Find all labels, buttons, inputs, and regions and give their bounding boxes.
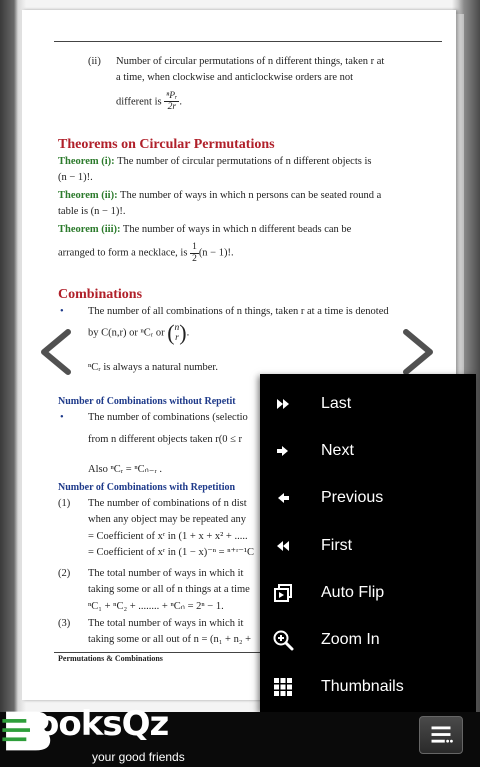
chevron-left-icon bbox=[34, 328, 82, 376]
menu-label-last: Last bbox=[321, 395, 352, 412]
with-3-label: (3) bbox=[58, 618, 71, 629]
fast-forward-icon bbox=[260, 381, 306, 427]
item-ii-line-2: a time, when clockwise and anticlockwise orders are not bbox=[116, 72, 354, 84]
combinations-heading: Combinations bbox=[58, 287, 143, 302]
fraction-numerator: 1 bbox=[192, 242, 197, 253]
with-3-line-b: taking some or all out of n = (n₁ + n₂ + bbox=[88, 634, 252, 646]
menu-item-thumbnails[interactable] bbox=[260, 664, 476, 710]
item-ii-text bbox=[116, 54, 446, 112]
theorem-2 bbox=[58, 188, 448, 221]
menu-lines-icon bbox=[420, 717, 462, 753]
theorem-2-label: Theorem (ii): bbox=[58, 190, 118, 201]
with-1-line-c: = Coefficient of xʳ in (1 + x + x² + ..... bbox=[88, 530, 248, 542]
theorem-3-tail: (n − 1)!. bbox=[198, 247, 234, 259]
next-arrow-icon bbox=[260, 428, 306, 474]
combinations-text-1: The number of all combinations of n things, taken r at a time is denoted bbox=[88, 306, 389, 317]
theorem-1-text: The number of circular permutations of n different objects is bbox=[114, 156, 372, 167]
menu-label-thumbnails: Thumbnails bbox=[321, 678, 404, 695]
with-3-line-a: The total number of ways in which it bbox=[88, 618, 244, 629]
menu-label-next: Next bbox=[321, 442, 354, 459]
menu-label-auto-flip: Auto Flip bbox=[321, 584, 385, 601]
theorems-heading: Theorems on Circular Permutations bbox=[58, 137, 275, 152]
booksqz-logo bbox=[0, 704, 200, 767]
logo-tagline: your good friends bbox=[92, 750, 185, 764]
theorem-1-text-2: (n − 1)!. bbox=[58, 172, 93, 184]
with-1-label: (1) bbox=[58, 498, 71, 509]
item-ii-line-3: different is $\frac{\text{ⁿPᵣ}}{2r}$ . bbox=[116, 90, 182, 112]
with-2-text bbox=[88, 566, 258, 615]
with-2-line-c: ⁿC₁ + ⁿC₂ + ........ + ⁿCₙ = 2ⁿ − 1. bbox=[88, 600, 224, 612]
zoom-in-icon bbox=[260, 617, 306, 663]
logo-wordmark: ooksQz bbox=[36, 704, 169, 744]
menu-label-first: First bbox=[321, 537, 353, 554]
previous-page-arrow[interactable] bbox=[34, 328, 82, 376]
theorem-3 bbox=[58, 222, 448, 264]
auto-flip-icon bbox=[260, 570, 306, 616]
menu-label-previous: Previous bbox=[321, 489, 384, 506]
theorem-1-label: Theorem (i): bbox=[58, 156, 115, 167]
without-repetition-2: from n different objects taken r(0 ≤ r bbox=[88, 434, 242, 445]
fraction-denominator: 2 bbox=[192, 253, 197, 264]
without-repetition-heading: Number of Combinations without Repetit bbox=[58, 396, 236, 407]
menu-item-first[interactable] bbox=[260, 523, 476, 569]
theorem-3-text: The number of ways in which n different beads can be bbox=[120, 224, 352, 235]
bullet-dot: • bbox=[60, 306, 64, 317]
with-3-text bbox=[88, 616, 258, 649]
rewind-icon bbox=[260, 523, 306, 569]
next-page-arrow[interactable] bbox=[392, 328, 440, 376]
with-1-line-b: when any object may be repeated any bbox=[88, 514, 247, 526]
menu-item-auto-flip[interactable] bbox=[260, 570, 476, 616]
overflow-menu-button[interactable] bbox=[419, 716, 463, 754]
theorem-2-text: The number of ways in which n persons can be seated round a bbox=[117, 190, 382, 201]
menu-label-zoom-in: Zoom In bbox=[321, 631, 380, 648]
binomial-bottom: r bbox=[175, 333, 179, 344]
header-rule bbox=[54, 41, 442, 42]
bullet-dot: • bbox=[60, 412, 64, 423]
item-ii-label: (ii) bbox=[88, 56, 101, 67]
with-2-label: (2) bbox=[58, 568, 71, 579]
with-1-text bbox=[88, 496, 258, 561]
with-2-line-a: The total number of ways in which it bbox=[88, 568, 244, 579]
binomial-top: n bbox=[174, 322, 180, 333]
theorem-2-text-2: table is (n − 1)!. bbox=[58, 206, 126, 218]
theorem-1 bbox=[58, 154, 448, 187]
thumbnails-grid-icon bbox=[260, 664, 306, 710]
fraction-npr-over-2r bbox=[164, 91, 179, 113]
combinations-bullet-1: The number of all combinations of n things, taken r at a time is denoted by C(n,r) or ⁿCᵣ or ( n r ). bbox=[88, 304, 448, 344]
with-repetition-heading: Number of Combinations with Repetition bbox=[58, 482, 236, 493]
menu-item-last[interactable] bbox=[260, 381, 476, 427]
item-ii-different-is: different is bbox=[116, 95, 162, 107]
item-ii-line-1: Number of circular permutations of n different things, taken r at bbox=[116, 56, 385, 67]
paren-right: ) bbox=[179, 320, 187, 346]
fraction-one-half bbox=[190, 242, 199, 264]
without-repetition-1: The number of combinations (selectio bbox=[88, 412, 248, 423]
without-repetition-3: Also ⁿCᵣ = ⁿCₙ₋ᵣ . bbox=[88, 464, 163, 475]
theorem-3-text-2: arranged to form a necklace, is bbox=[58, 247, 188, 259]
fraction-denominator: 2r bbox=[167, 101, 177, 112]
with-2-line-b: taking some or all of n things at a time bbox=[88, 584, 250, 596]
menu-item-next[interactable] bbox=[260, 428, 476, 474]
with-1-line-a: The number of combinations of n dist bbox=[88, 498, 247, 509]
combinations-natural: ⁿCᵣ is always a natural number. bbox=[88, 362, 218, 373]
menu-item-previous[interactable] bbox=[260, 475, 476, 521]
fraction-numerator: ⁿPᵣ bbox=[166, 90, 178, 101]
page-footer: Permutations & Combinations bbox=[58, 654, 163, 663]
previous-arrow-icon bbox=[260, 475, 306, 521]
flip-menu-popup bbox=[260, 374, 476, 712]
menu-item-zoom-in[interactable] bbox=[260, 617, 476, 663]
chevron-right-icon bbox=[392, 328, 440, 376]
theorem-3-label: Theorem (iii): bbox=[58, 224, 121, 235]
combinations-text-1b: by C(n,r) or ⁿCᵣ or bbox=[88, 327, 165, 339]
with-1-line-d: = Coefficient of xʳ in (1 − x)⁻ⁿ = ⁿ⁺ʳ⁻¹C bbox=[88, 546, 255, 558]
paren-left: ( bbox=[167, 320, 175, 346]
